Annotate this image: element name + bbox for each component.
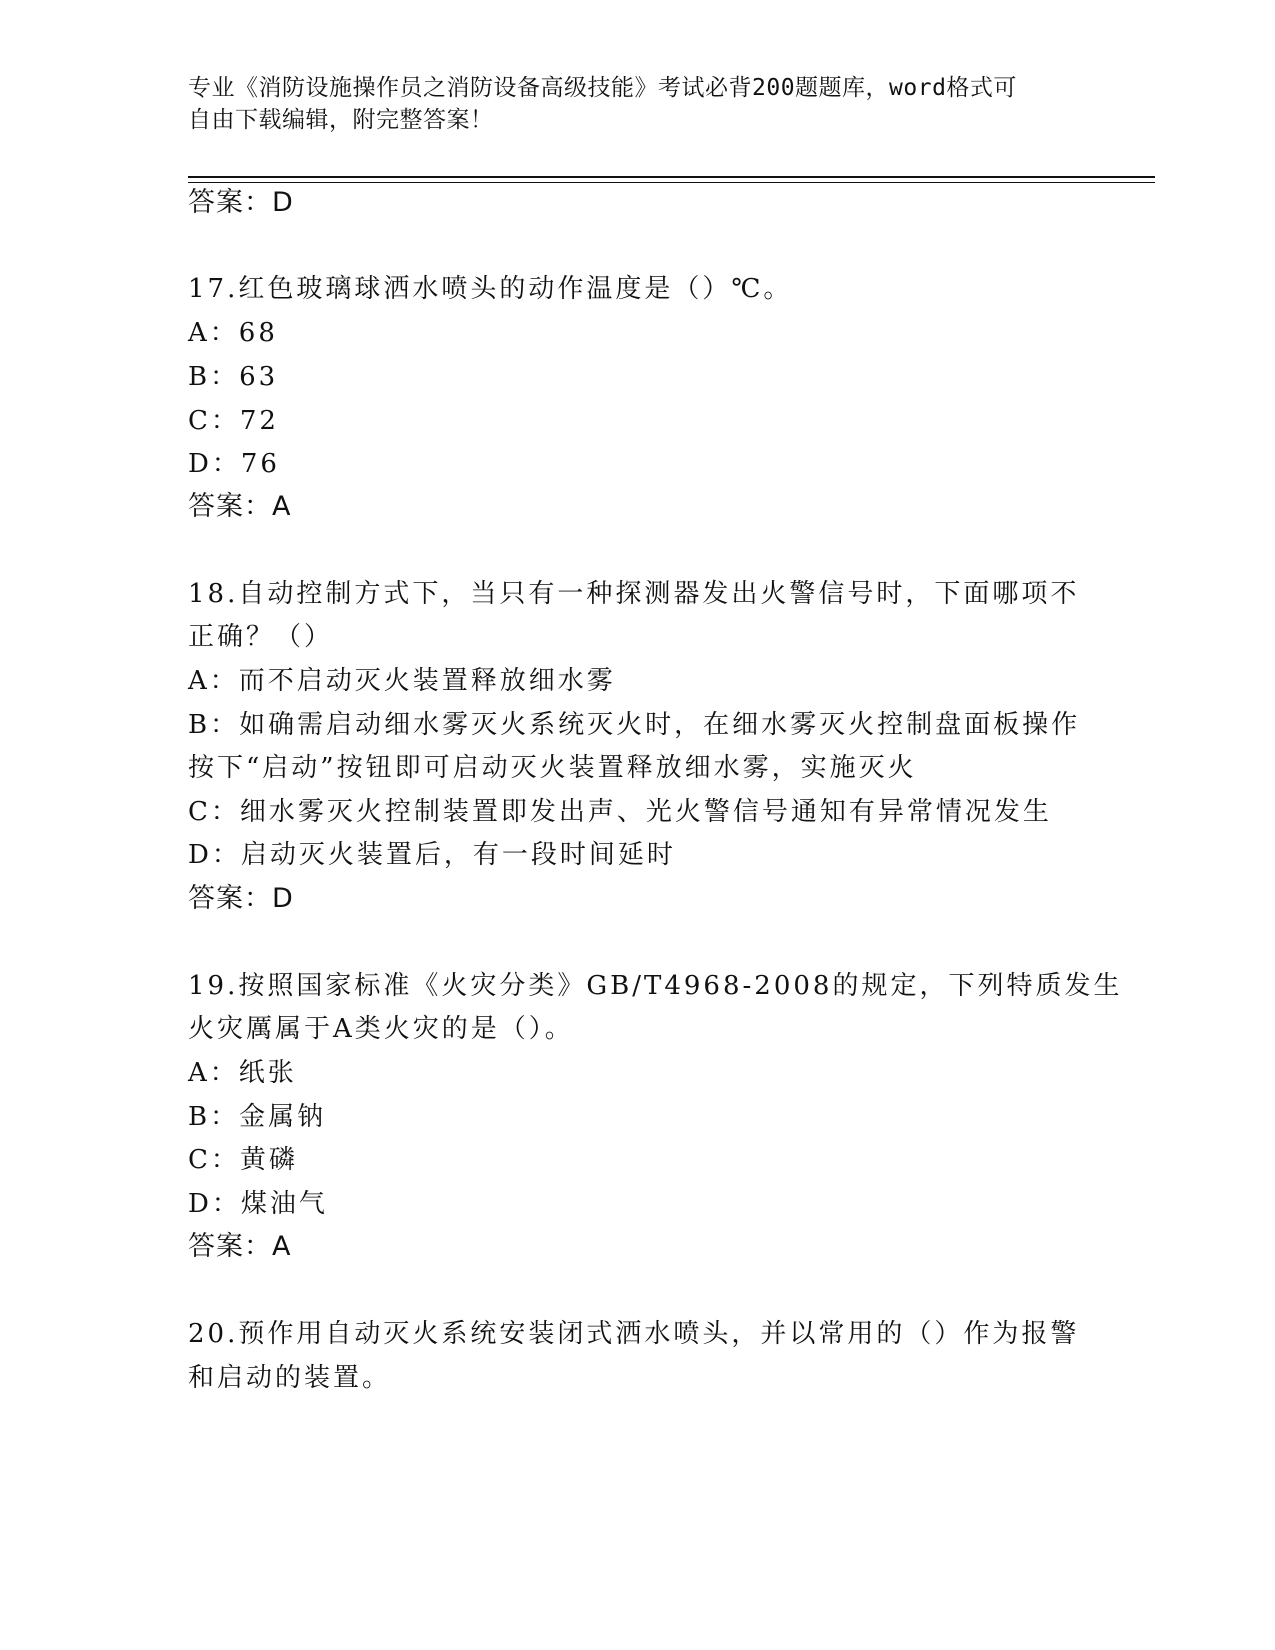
question-19-answer: 答案：A — [188, 1231, 292, 1262]
question-18-answer: 答案：D — [188, 883, 294, 914]
question-18-option-a: A：而不启动灭火装置释放细水雾 — [188, 666, 616, 696]
question-18-stem-line-1: 18.自动控制方式下，当只有一种探测器发出火警信号时，下面哪项不 — [188, 579, 1080, 609]
question-18-option-b: B：如确需启动细水雾灭火系统灭火时，在细水雾灭火控制盘面板操作 — [188, 710, 1081, 740]
question-19-stem-line-2: 火灾厲属于A类火灾的是（）。 — [188, 1014, 574, 1044]
question-17-option-a: A：68 — [188, 318, 278, 348]
question-18-option-d: D：启动灭火装置后，有一段时间延时 — [188, 840, 676, 870]
question-20-stem-line-2: 和启动的装置。 — [188, 1363, 392, 1393]
question-17-stem: 17.红色玻璃球洒水喷头的动作温度是（）℃。 — [188, 274, 793, 304]
header-line-2: 自由下载编辑，附完整答案！ — [188, 107, 494, 133]
question-18-option-b-cont: 按下“启动”按钮即可启动灭火装置释放细水雾，实施灭火 — [188, 753, 917, 783]
question-20-stem-line-1: 20.预作用自动灭火系统安装闭式洒水喷头，并以常用的（）作为报警 — [188, 1319, 1080, 1349]
question-17-answer: 答案：A — [188, 491, 292, 522]
question-18-option-c: C：细水雾灭火控制装置即发出声、光火警信号通知有异常情况发生 — [188, 797, 1052, 827]
header-divider-thin — [188, 182, 1155, 183]
question-19-option-c: C：黄磷 — [188, 1145, 298, 1175]
question-18-stem-line-2: 正确？（） — [188, 622, 334, 652]
question-19-option-a: A：纸张 — [188, 1058, 297, 1088]
document-header-note — [188, 72, 1078, 136]
question-17-option-c: C：72 — [188, 406, 279, 436]
question-19-stem-line-1: 19.按照国家标准《火灾分类》GB/T4968-2008的规定，下列特质发生 — [188, 971, 1123, 1001]
question-19-option-d: D：煤油气 — [188, 1189, 328, 1219]
header-line-1: 专业《消防设施操作员之消防设备高级技能》考试必背200题题库，word格式可 — [188, 75, 1017, 101]
question-17-option-b: B：63 — [188, 362, 279, 392]
question-19-option-b: B：金属钠 — [188, 1102, 327, 1132]
question-17-option-d: D：76 — [188, 449, 280, 479]
previous-answer: 答案：D — [188, 187, 294, 218]
header-divider-thick — [188, 176, 1155, 178]
